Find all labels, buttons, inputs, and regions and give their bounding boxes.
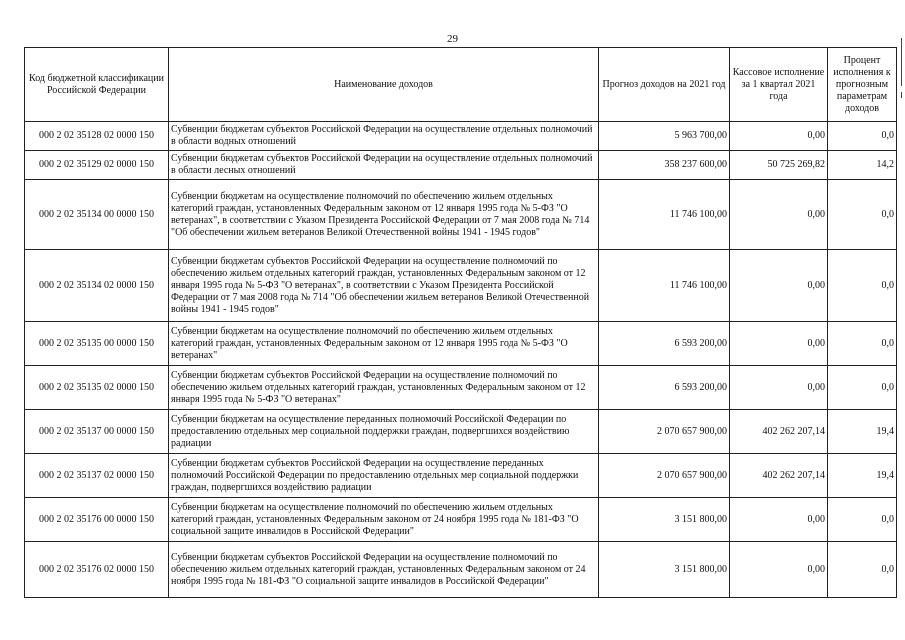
row-name: Субвенции бюджетам субъектов Российской Федерации на осуществление переданных полномочий Российской Федерации по предоставлению отдельных мер социальной поддержки граждан, подвергшихся воздействию радиации	[169, 454, 599, 498]
table-row	[25, 542, 897, 598]
row-name: Субвенции бюджетам на осуществление переданных полномочий Российской Федерации по предоставлению отдельных мер социальной поддержки граждан, подвергшихся воздействию радиации	[169, 410, 599, 454]
row-executed: 402 262 207,14	[730, 410, 828, 454]
row-executed: 0,00	[730, 180, 828, 250]
row-percent: 19,4	[828, 454, 897, 498]
row-percent: 0,0	[828, 542, 897, 598]
row-forecast: 3 151 800,00	[599, 542, 730, 598]
page-number: 29	[447, 33, 458, 45]
row-forecast: 11 746 100,00	[599, 250, 730, 322]
table-row	[25, 322, 897, 366]
row-executed: 402 262 207,14	[730, 454, 828, 498]
row-forecast: 3 151 800,00	[599, 498, 730, 542]
row-forecast: 5 963 700,00	[599, 122, 730, 151]
row-executed: 0,00	[730, 122, 828, 151]
row-percent: 0,0	[828, 180, 897, 250]
row-forecast: 2 070 657 900,00	[599, 454, 730, 498]
table-row	[25, 498, 897, 542]
header-classification-code: Код бюджетной классификации Российской Федерации	[25, 48, 169, 122]
row-percent: 0,0	[828, 322, 897, 366]
row-code: 000 2 02 35137 00 0000 150	[25, 410, 169, 454]
row-code: 000 2 02 35129 02 0000 150	[25, 151, 169, 180]
row-name: Субвенции бюджетам субъектов Российской Федерации на осуществление полномочий по обеспечению жильем отдельных категорий граждан, установленных Федеральным законом от 24 ноября 1995 года № 181-ФЗ "О социальной защите инвалидов в Российской Федерации"	[169, 542, 599, 598]
row-executed: 0,00	[730, 366, 828, 410]
row-code: 000 2 02 35176 00 0000 150	[25, 498, 169, 542]
table-row	[25, 410, 897, 454]
row-code: 000 2 02 35176 02 0000 150	[25, 542, 169, 598]
row-executed: 0,00	[730, 542, 828, 598]
table-row	[25, 151, 897, 180]
row-name: Субвенции бюджетам на осуществление полномочий по обеспечению жильем отдельных категорий граждан, установленных Федеральным законом от 12 января 1995 года № 5-ФЗ "О ветеранах"	[169, 322, 599, 366]
row-name: Субвенции бюджетам на осуществление полномочий по обеспечению жильем отдельных категорий граждан, установленных Федеральным законом от 12 января 1995 года № 5-ФЗ "О ветеранах", в соответствии с Указом Президента Российской Федерации от 7 мая 2008 года № 714 "Об обеспечении жильем ветеранов Великой Отечественной войны 1941 - 1945 годов"	[169, 180, 599, 250]
row-forecast: 6 593 200,00	[599, 322, 730, 366]
row-code: 000 2 02 35135 00 0000 150	[25, 322, 169, 366]
row-forecast: 2 070 657 900,00	[599, 410, 730, 454]
row-executed: 0,00	[730, 322, 828, 366]
scan-edge-mark	[901, 92, 902, 98]
row-name: Субвенции бюджетам на осуществление полномочий по обеспечению жильем отдельных категорий граждан, установленных Федеральным законом от 24 ноября 1995 года № 181-ФЗ "О социальной защите инвалидов в Российской Федерации"	[169, 498, 599, 542]
row-code: 000 2 02 35135 02 0000 150	[25, 366, 169, 410]
header-forecast: Прогноз доходов на 2021 год	[599, 48, 730, 122]
row-percent: 0,0	[828, 498, 897, 542]
row-code: 000 2 02 35134 02 0000 150	[25, 250, 169, 322]
row-code: 000 2 02 35128 02 0000 150	[25, 122, 169, 151]
row-forecast: 6 593 200,00	[599, 366, 730, 410]
row-percent: 0,0	[828, 366, 897, 410]
row-name: Субвенции бюджетам субъектов Российской Федерации на осуществление полномочий по обеспечению жильем отдельных категорий граждан, установленных Федеральным законом от 12 января 1995 года № 5-ФЗ "О ветеранах", в соответствии с Указом Президента Российской Федерации от 7 мая 2008 года № 714 "Об обеспечении жильем ветеранов Великой Отечественной войны 1941 - 1945 годов"	[169, 250, 599, 322]
row-executed: 0,00	[730, 250, 828, 322]
table-row	[25, 454, 897, 498]
row-executed: 50 725 269,82	[730, 151, 828, 180]
table-row	[25, 366, 897, 410]
row-forecast: 11 746 100,00	[599, 180, 730, 250]
revenue-table	[24, 47, 897, 598]
table-row	[25, 122, 897, 151]
table-header-row	[25, 48, 897, 122]
row-percent: 0,0	[828, 250, 897, 322]
table-row	[25, 180, 897, 250]
header-execution-percent: Процент исполнения к прогнозным параметрам доходов	[828, 48, 897, 122]
row-executed: 0,00	[730, 498, 828, 542]
row-forecast: 358 237 600,00	[599, 151, 730, 180]
row-code: 000 2 02 35137 02 0000 150	[25, 454, 169, 498]
table-row	[25, 250, 897, 322]
row-code: 000 2 02 35134 00 0000 150	[25, 180, 169, 250]
row-name: Субвенции бюджетам субъектов Российской Федерации на осуществление отдельных полномочий в области водных отношений	[169, 122, 599, 151]
header-cash-execution: Кассовое исполнение за 1 квартал 2021 года	[730, 48, 828, 122]
row-percent: 19,4	[828, 410, 897, 454]
scan-edge-mark	[901, 38, 902, 86]
row-name: Субвенции бюджетам субъектов Российской Федерации на осуществление отдельных полномочий в области лесных отношений	[169, 151, 599, 180]
header-revenue-name: Наименование доходов	[169, 48, 599, 122]
row-percent: 0,0	[828, 122, 897, 151]
row-percent: 14,2	[828, 151, 897, 180]
row-name: Субвенции бюджетам субъектов Российской Федерации на осуществление полномочий по обеспечению жильем отдельных категорий граждан, установленных Федеральным законом от 12 января 1995 года № 5-ФЗ "О ветеранах"	[169, 366, 599, 410]
